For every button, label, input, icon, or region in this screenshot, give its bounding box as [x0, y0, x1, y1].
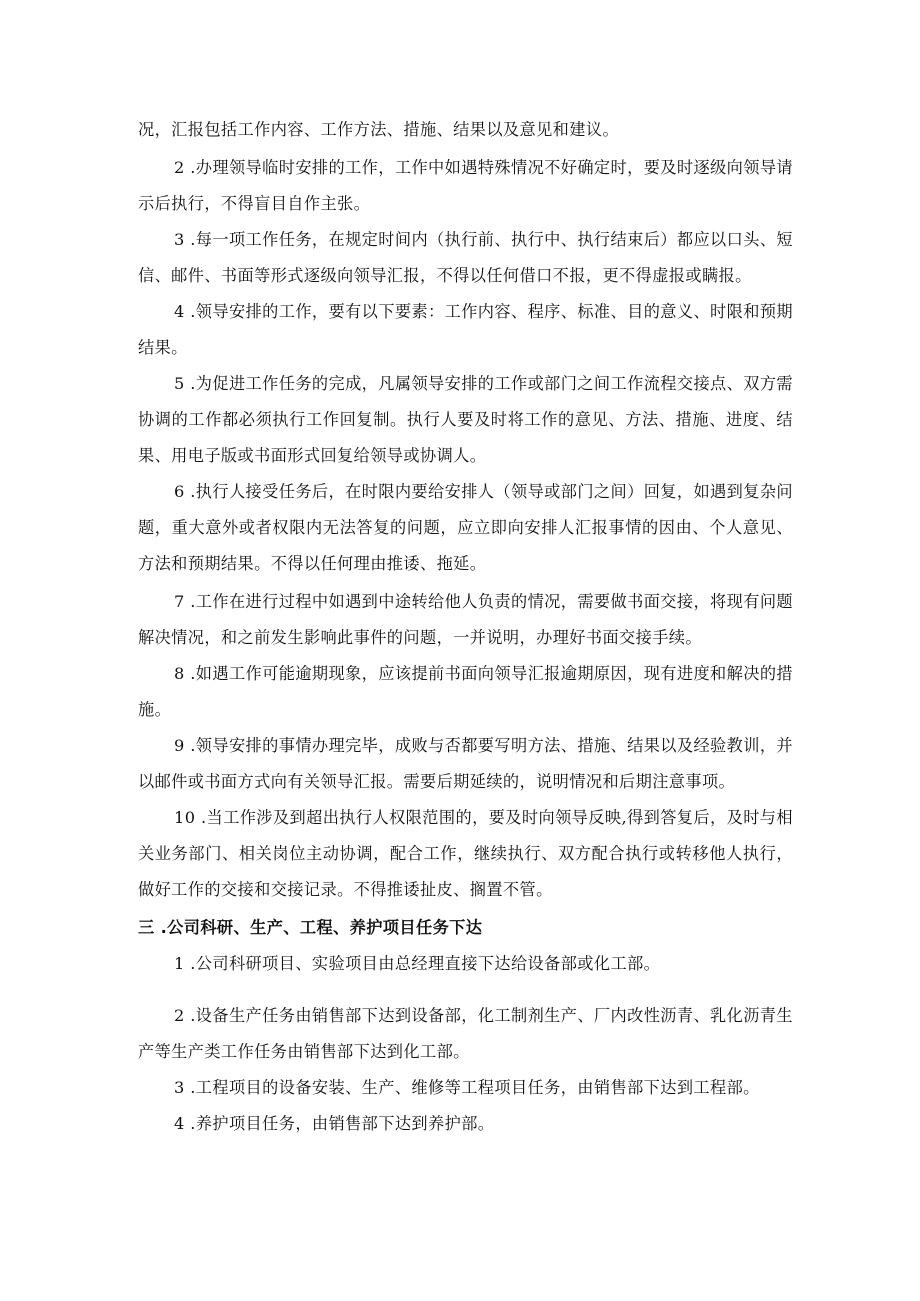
paragraph-s3-item-1: 1 .公司科研项目、实验项目由总经理直接下达给设备部或化工部。 — [174, 954, 661, 973]
paragraph-item-5: 5 .为促进工作任务的完成，凡属领导安排的工作或部门之间工作流程交接点、双方需协调的工作都必须执行工作回复制。执行人要及时将工作的意见、方法、措施、进度、结果、用电子版或书面形式回复给领导或协调人。 — [138, 374, 793, 465]
paragraph-item-9: 9 .领导安排的事情办理完毕，成败与否都要写明方法、措施、结果以及经验教训，并以邮件或书面方式向有关领导汇报。需要后期延续的，说明情况和后期注意事项。 — [138, 736, 793, 791]
paragraph-item-8: 8 .如遇工作可能逾期现象，应该提前书面向领导汇报逾期原因，现有进度和解决的措施。 — [138, 664, 793, 719]
paragraph-continuation: 况，汇报包括工作内容、工作方法、措施、结果以及意见和建议。 — [138, 120, 620, 139]
paragraph-s3-item-4: 4 .养护项目任务，由销售部下达到养护部。 — [174, 1114, 495, 1133]
paragraph-item-2: 2 .办理领导临时安排的工作，工作中如遇特殊情况不好确定时，要及时逐级向领导请示后执行，不得盲目自作主张。 — [138, 158, 793, 213]
paragraph-item-6: 6 .执行人接受任务后，在时限内要给安排人（领导或部门之间）回复，如遇到复杂问题，重大意外或者权限内无法答复的问题，应立即向安排人汇报事情的因由、个人意见、方法和预期结果。不得以任何理由推诿、拖延。 — [138, 482, 793, 573]
section-heading-3: 三 .公司科研、生产、工程、养护项目任务下达 — [138, 918, 483, 937]
paragraph-item-3: 3 .每一项工作任务，在规定时间内（执行前、执行中、执行结束后）都应以口头、短信、邮件、书面等形式逐级向领导汇报，不得以任何借口不报，更不得虚报或瞒报。 — [138, 230, 793, 285]
paragraph-item-4: 4 .领导安排的工作，要有以下要素：工作内容、程序、标准、目的意义、时限和预期结果。 — [138, 302, 793, 357]
paragraph-item-10: 10 .当工作涉及到超出执行人权限范围的，要及时向领导反映,得到答复后，及时与相关业务部门、相关岗位主动协调，配合工作，继续执行、双方配合执行或转移他人执行，做好工作的交接和交接记录。不得推诿扯皮、搁置不管。 — [138, 808, 793, 899]
paragraph-s3-item-2: 2 .设备生产任务由销售部下达到设备部，化工制剂生产、厂内改性沥青、乳化沥青生产等生产类工作任务由销售部下达到化工部。 — [138, 1006, 793, 1061]
paragraph-s3-item-3: 3 .工程项目的设备安装、生产、维修等工程项目任务，由销售部下达到工程部。 — [174, 1078, 760, 1097]
paragraph-item-7: 7 .工作在进行过程中如遇到中途转给他人负责的情况，需要做书面交接，将现有问题解决情况，和之前发生影响此事件的问题，一并说明，办理好书面交接手续。 — [138, 592, 793, 647]
